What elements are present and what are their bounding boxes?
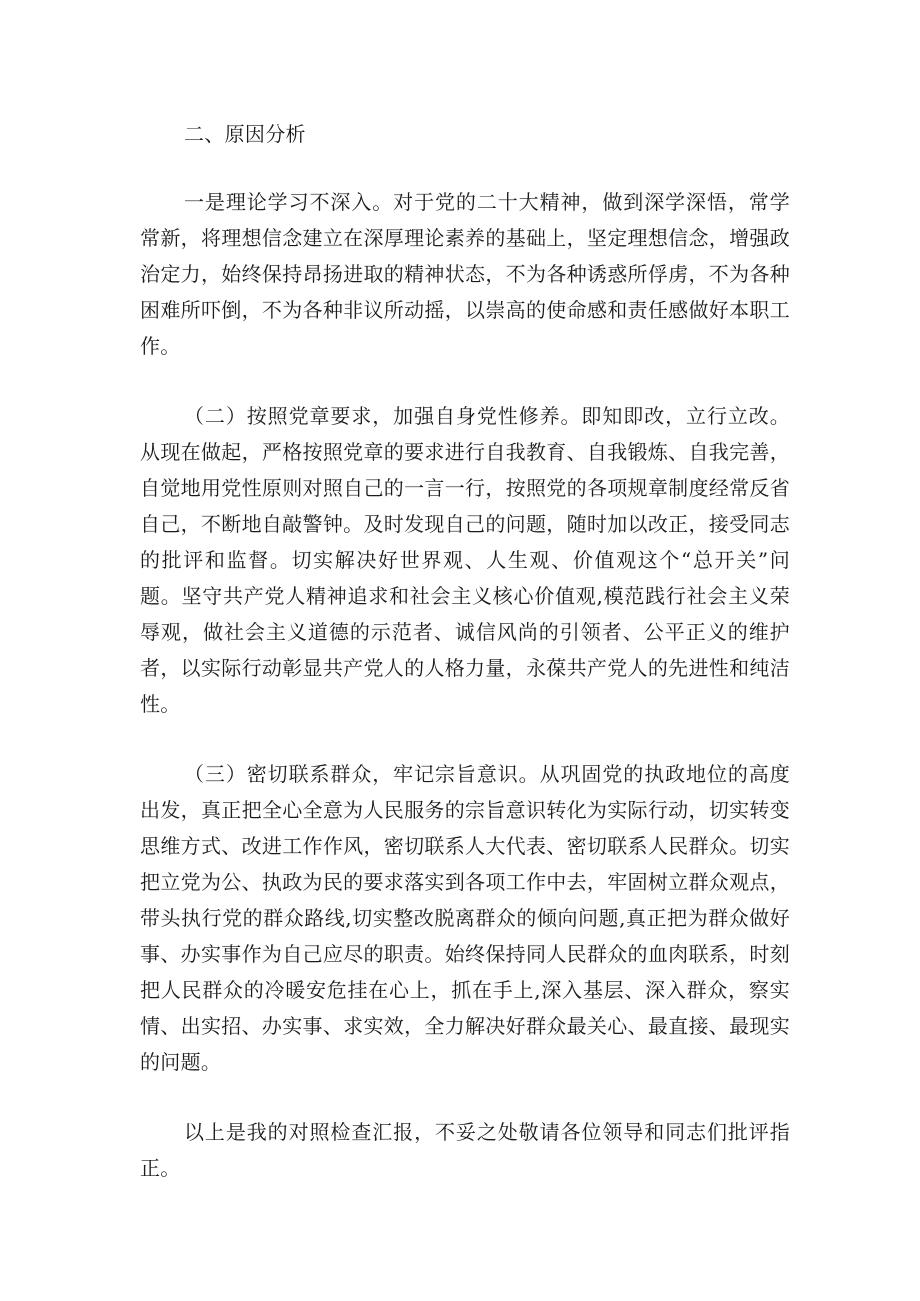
paragraph-theory-study: 一是理论学习不深入。对于党的二十大精神，做到深学深悟，常学常新，将理想信念建立在深厚理论素养的基础上，坚定理想信念，增强政治定力，始终保持昂扬进取的精神状态，不为各种诱惑所俘虏，不为各种困难所吓倒，不为各种非议所动摇，以崇高的使命感和责任感做好本职工作。 [140, 190, 790, 358]
section-heading: 二、原因分析 [184, 122, 306, 146]
document-body [140, 116, 790, 1220]
paragraph-party-constitution: （二）按照党章要求，加强自身党性修养。即知即改，立行立改。从现在做起，严格按照党章的要求进行自我教育、自我锻炼、自我完善，自觉地用党性原则对照自己的一言一行，按照党的各项规章制度经常反省自己，不断地自敲警钟。及时发现自己的问题，随时加以改正，接受同志的批评和监督。切实解决好世界观、人生观、价值观这个“总开关”问题。坚守共产党人精神追求和社会主义核心价值观,模范践行社会主义荣辱观，做社会主义道德的示范者、诚信风尚的引领者、公平正义的维护者，以实际行动彰显共产党人的人格力量，永葆共产党人的先进性和纯洁性。 [140, 404, 790, 716]
closing-paragraph: 以上是我的对照检查汇报，不妥之处敬请各位领导和同志们批评指正。 [140, 1120, 790, 1180]
paragraph-mass-contact: （三）密切联系群众，牢记宗旨意识。从巩固党的执政地位的高度出发，真正把全心全意为人民服务的宗旨意识转化为实际行动，切实转变思维方式、改进工作作风，密切联系人大代表、密切联系人民群众。切实把立党为公、执政为民的要求落实到各项工作中去，牢固树立群众观点，带头执行党的群众路线,切实整改脱离群众的倾向问题,真正把为群众做好事、办实事作为自己应尽的职责。始终保持同人民群众的血肉联系，时刻把人民群众的冷暖安危挂在心上，抓在手上,深入基层、深入群众，察实情、出实招、办实事、求实效，全力解决好群众最关心、最直接、最现实的问题。 [140, 762, 790, 1074]
